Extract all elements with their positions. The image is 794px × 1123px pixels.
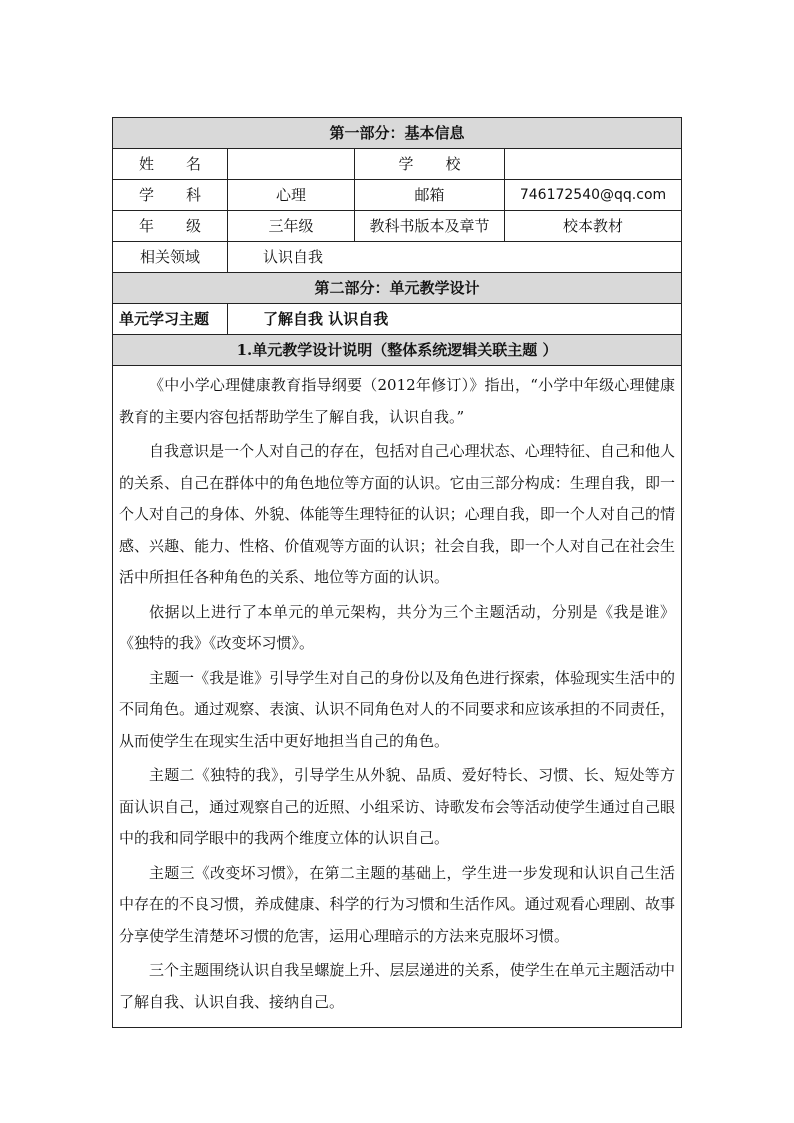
grade-value: 三年级 xyxy=(228,211,355,242)
section-title: 1.单元教学设计说明（整体系统逻辑关联主题 ） xyxy=(113,335,682,366)
subject-label: 学 科 xyxy=(113,180,228,211)
part1-header-row xyxy=(113,118,682,149)
school-value xyxy=(505,149,682,180)
textbook-label: 教科书版本及章节 xyxy=(355,211,505,242)
subject-email-row xyxy=(113,180,682,211)
paragraph: 自我意识是一个人对自己的存在，包括对自己心理状态、心理特征、自己和他人的关系、自己在群体中的角色地位等方面的认识。它由三部分构成：生理自我，即一个人对自己的身体、外貌、体能等生理特征的认识；心理自我，即一个人对自己的情感、兴趣、能力、性格、价值观等方面的认识；社会自我，即一个人对自己在社会生活中所担任各种角色的关系、地位等方面的认识。 xyxy=(119,442,676,586)
paragraph: 主题一《我是谁》引导学生对自己的身份以及角色进行探索，体验现实生活中的不同角色。通过观察、表演、认识不同角色对人的不同要求和应该承担的不同责任，从而使学生在现实生活中更好地担当自己的角色。 xyxy=(119,668,676,750)
grade-label: 年 级 xyxy=(113,211,228,242)
textbook-value: 校本教材 xyxy=(505,211,682,242)
document-page xyxy=(112,117,681,1028)
domain-row xyxy=(113,242,682,273)
school-label: 学 校 xyxy=(355,149,505,180)
info-table xyxy=(112,117,682,1028)
domain-value: 认识自我 xyxy=(228,242,682,273)
name-label: 姓 名 xyxy=(113,149,228,180)
description-body xyxy=(113,366,682,1028)
part2-title: 第二部分：单元教学设计 xyxy=(113,273,682,304)
email-value: 746172540@qq.com xyxy=(505,180,682,211)
theme-row xyxy=(113,304,682,335)
part2-header-row xyxy=(113,273,682,304)
section-header-row xyxy=(113,335,682,366)
theme-label: 单元学习主题 xyxy=(113,304,228,335)
paragraph: 三个主题围绕认识自我呈螺旋上升、层层递进的关系，使学生在单元主题活动中了解自我、认识自我、接纳自己。 xyxy=(119,961,676,1011)
name-value xyxy=(228,149,355,180)
paragraph: 主题二《独特的我》，引导学生从外貌、品质、爱好特长、习惯、长、短处等方面认识自己，通过观察自己的近照、小组采访、诗歌发布会等活动使学生通过自己眼中的我和同学眼中的我两个维度立体的认识自己。 xyxy=(119,766,676,847)
email-label: 邮箱 xyxy=(355,180,505,211)
subject-value: 心理 xyxy=(228,180,355,211)
paragraph: 依据以上进行了本单元的单元架构，共分为三个主题活动，分别是《我是谁》《独特的我》《改变坏习惯》。 xyxy=(119,602,676,652)
name-school-row xyxy=(113,149,682,180)
paragraph: 主题三《改变坏习惯》，在第二主题的基础上，学生进一步发现和认识自己生活中存在的不良习惯，养成健康、科学的行为习惯和生活作风。通过观看心理剧、故事分享使学生清楚坏习惯的危害，运用心理暗示的方法来克服坏习惯。 xyxy=(119,863,676,945)
domain-label: 相关领域 xyxy=(113,242,228,273)
grade-textbook-row xyxy=(113,211,682,242)
paragraph: 《中小学心理健康教育指导纲要（2012年修订）》指出，“小学中年级心理健康教育的主要内容包括帮助学生了解自我，认识自我。” xyxy=(119,376,676,426)
theme-value: 了解自我 认识自我 xyxy=(228,304,682,335)
part1-title: 第一部分：基本信息 xyxy=(113,118,682,149)
description-row xyxy=(113,366,682,1028)
